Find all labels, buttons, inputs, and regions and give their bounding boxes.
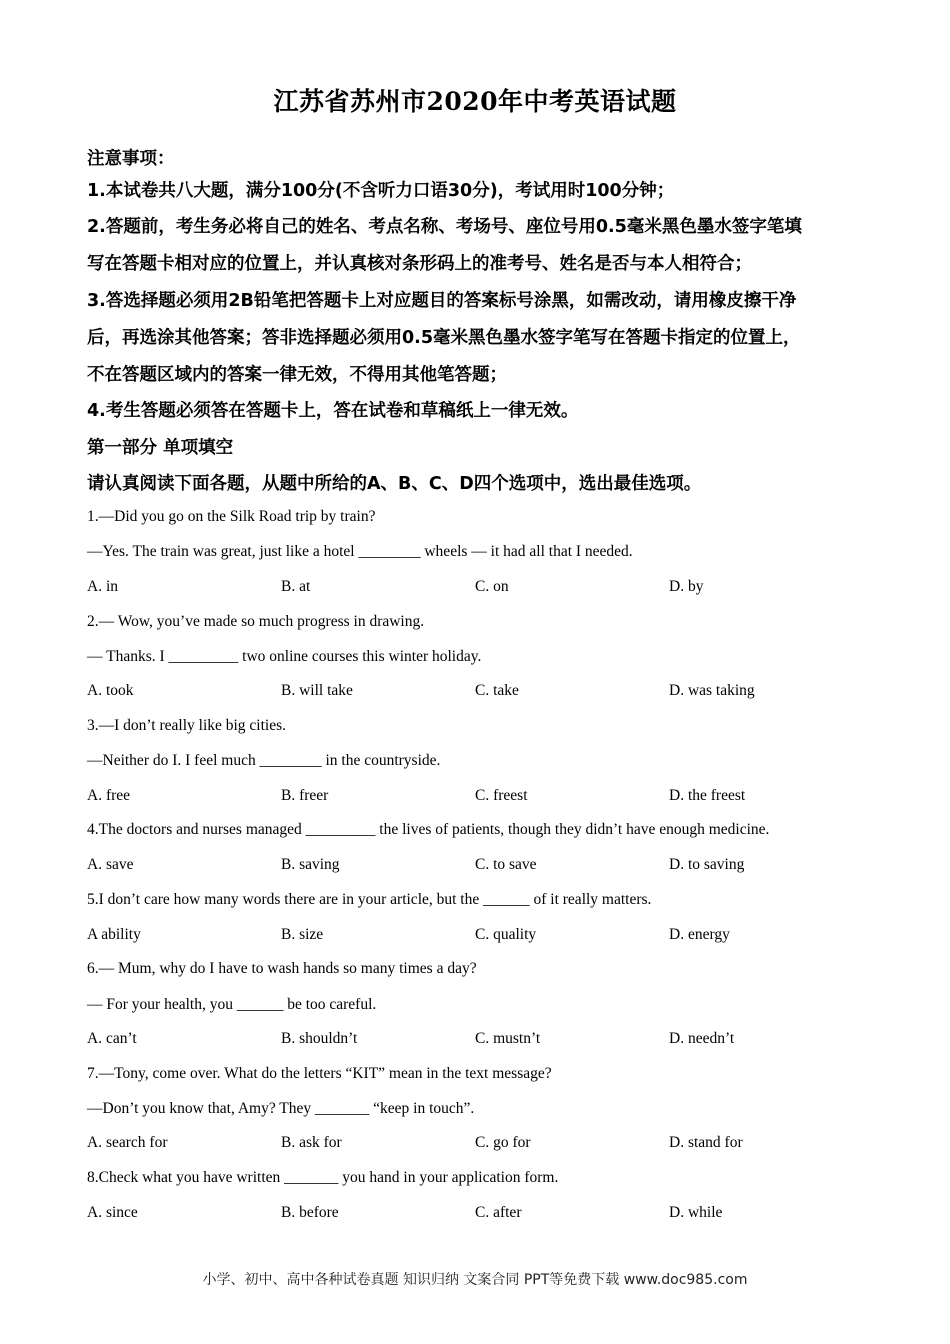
page-footer: 小学、初中、高中各种试卷真题 知识归纳 文案合同 PPT等免费下载 www.doc985.com	[202, 1272, 748, 1288]
section-heading: 第一部分 单项填空	[87, 438, 234, 458]
option-a: A. search for	[87, 1134, 168, 1151]
option-d: D. energy	[669, 926, 730, 943]
option-d: D. by	[669, 578, 704, 595]
page-title: 江苏省苏州市2020年中考英语试题	[273, 87, 677, 116]
notice-line-2b: 写在答题卡相对应的位置上，并认真核对条形码上的准考号、姓名是否与本人相符合；	[87, 254, 752, 274]
option-c: C. to save	[475, 856, 537, 873]
question-2-line-2: — Thanks. I _________ two online courses this winter holiday.	[87, 648, 482, 665]
option-c: C. take	[475, 682, 519, 699]
notice-line-3b: 后，再选涂其他答案；答非选择题必须用0.5毫米黑色墨水签字笔写在答题卡指定的位置上，	[87, 328, 801, 348]
option-a: A ability	[87, 926, 141, 943]
question-3-line-1: 3.—I don’t really like big cities.	[87, 717, 287, 734]
option-c: C. freest	[475, 787, 528, 804]
question-5-options	[87, 926, 887, 946]
option-b: B. size	[281, 926, 324, 943]
notice-line-3a: 3.答选择题必须用2B铅笔把答题卡上对应题目的答案标号涂黑，如需改动，请用橡皮擦干净	[87, 291, 797, 311]
question-3-options	[87, 787, 887, 807]
option-d: D. to saving	[669, 856, 745, 873]
question-6-line-1: 6.— Mum, why do I have to wash hands so many times a day?	[87, 960, 477, 977]
option-d: D. was taking	[669, 682, 755, 699]
question-1-line-2: —Yes. The train was great, just like a hotel ________ wheels — it had all that I needed.	[87, 543, 633, 560]
notice-line-1: 1.本试卷共八大题，满分100分(不含听力口语30分)，考试用时100分钟；	[87, 181, 675, 201]
option-a: A. can’t	[87, 1030, 137, 1047]
option-b: B. before	[281, 1204, 339, 1221]
question-6-line-2: — For your health, you ______ be too careful.	[87, 996, 377, 1013]
notice-heading: 注意事项：	[87, 149, 175, 169]
question-6-options	[87, 1030, 887, 1050]
option-a: A. in	[87, 578, 118, 595]
question-7-line-2: —Don’t you know that, Amy? They _______ “keep in touch”.	[87, 1100, 475, 1117]
option-c: C. quality	[475, 926, 537, 943]
option-c: C. mustn’t	[475, 1030, 541, 1047]
option-d: D. needn’t	[669, 1030, 735, 1047]
question-1-line-1: 1.—Did you go on the Silk Road trip by train?	[87, 508, 376, 525]
question-1-options	[87, 578, 887, 598]
option-a: A. free	[87, 787, 131, 804]
question-5-line-1: 5.I don’t care how many words there are in your article, but the ______ of it really matters.	[87, 891, 652, 908]
question-3-line-2: —Neither do I. I feel much ________ in the countryside.	[87, 752, 441, 769]
option-b: B. saving	[281, 856, 340, 873]
option-d: D. while	[669, 1204, 723, 1221]
option-d: D. stand for	[669, 1134, 743, 1151]
option-c: C. on	[475, 578, 509, 595]
option-b: B. freer	[281, 787, 329, 804]
option-c: C. go for	[475, 1134, 531, 1151]
question-7-options	[87, 1134, 887, 1154]
option-a: A. save	[87, 856, 134, 873]
option-d: D. the freest	[669, 787, 746, 804]
question-2-line-1: 2.— Wow, you’ve made so much progress in drawing.	[87, 613, 425, 630]
option-c: C. after	[475, 1204, 522, 1221]
notice-line-3c: 不在答题区域内的答案一律无效，不得用其他笔答题；	[87, 365, 507, 385]
question-2-options	[87, 682, 887, 702]
question-7-line-1: 7.—Tony, come over. What do the letters “KIT” mean in the text message?	[87, 1065, 552, 1082]
option-a: A. took	[87, 682, 134, 699]
notice-line-2a: 2.答题前，考生务必将自己的姓名、考点名称、考场号、座位号用0.5毫米黑色墨水签字笔填	[87, 217, 802, 237]
question-8-line-1: 8.Check what you have written _______ you hand in your application form.	[87, 1169, 559, 1186]
section-instruction: 请认真阅读下面各题，从题中所给的A、B、C、D四个选项中，选出最佳选项。	[87, 474, 702, 494]
option-a: A. since	[87, 1204, 138, 1221]
option-b: B. shouldn’t	[281, 1030, 358, 1047]
option-b: B. ask for	[281, 1134, 342, 1151]
option-b: B. will take	[281, 682, 353, 699]
question-8-options	[87, 1204, 887, 1224]
option-b: B. at	[281, 578, 311, 595]
notice-line-4: 4.考生答题必须答在答题卡上，答在试卷和草稿纸上一律无效。	[87, 401, 579, 421]
question-4-line-1: 4.The doctors and nurses managed _________ the lives of patients, though they didn’t have enough medicine.	[87, 821, 770, 838]
question-4-options	[87, 856, 887, 876]
